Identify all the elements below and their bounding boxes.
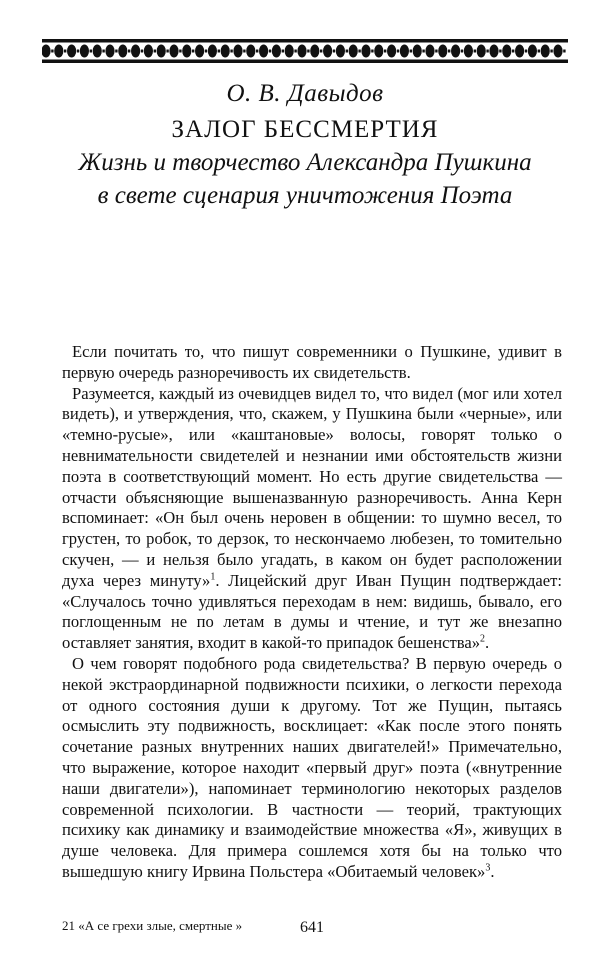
paragraph-2 bbox=[62, 384, 562, 654]
paragraph-3-text-part-2: . bbox=[490, 861, 495, 881]
page-footer bbox=[62, 912, 562, 940]
paragraph-3-text-part-1: О чем говорят подобного рода свидетельства? В первую очередь о некой экстраординарной подвижности психики, о легкости перехода от одного состояния души к другому. Тот же Пущин, пытаясь осмыслить эту подвижность, восклицает: «Как после этого понять сочетание разных внутренних наших двигателей!» Примечательно, что выражение, которое находит «первый друг» поэта («внутренние наши двигатели»), напоминает терминологию некоторых разделов современной психологии. В частности — теорий, трактующих психику как динамику и взаимодействие множества «Я», живущих в душе человека. Для примера сошлемся хотя бы на только что вышедшую книгу Ирвина Польстера «Обитаемый человек» bbox=[62, 653, 562, 881]
paragraph-3 bbox=[62, 654, 562, 883]
page-number: 641 bbox=[300, 919, 324, 936]
footnote-marker-1: 1 bbox=[210, 571, 216, 583]
signature-mark: 21 «А се грехи злые, смертные » bbox=[62, 918, 243, 933]
article-title: ЗАЛОГ БЕССМЕРТИЯ bbox=[171, 116, 439, 143]
author-name: О. В. Давыдов bbox=[226, 80, 384, 107]
paragraph-2-text-part-2: . Лицейский друг Иван Пущин подтверждает: «Случалось точно удивляться переходам в нем: видишь, бывало, его поглощенным не по летам в думы и чтение, и тут же внезапно оставляет занятия, входит в какой-то припадок бешенства» bbox=[62, 570, 562, 653]
article-subtitle-line-2: в свете сценария уничтожения Поэта bbox=[97, 182, 513, 209]
article-body bbox=[62, 342, 562, 883]
footnote-marker-3: 3 bbox=[485, 862, 491, 874]
article-header bbox=[40, 78, 570, 212]
ornament-icon bbox=[42, 39, 568, 63]
paragraph-1 bbox=[62, 342, 562, 384]
paragraph-2-text-part-3: . bbox=[485, 633, 490, 653]
decorative-ornament-border bbox=[42, 38, 568, 64]
paragraph-1-text: Если почитать то, что пишут современники о Пушкине, удивит в первую очередь разноречивость их свидетельств. bbox=[62, 342, 562, 382]
article-subtitle-line-1: Жизнь и творчество Александра Пушкина bbox=[78, 149, 532, 176]
footnote-marker-2: 2 bbox=[480, 633, 486, 645]
paragraph-2-text-part-1: Разумеется, каждый из очевидцев видел то, что видел (мог или хотел видеть), и утверждения, что, скажем, у Пушкина были «черные», или «темно-русые», или «каштановые» волосы, говорят только о невнимательности свидетелей и незнании ими обстоятельств жизни поэта в соответствующий момент. Но есть другие свидетельства — отчасти объясняющие вышеназванную разноречивость. Анна Керн вспоминает: «Он был очень неровен в общении: то шумно весел, то грустен, то робок, то дерзок, то нескончаемо любезен, то томительно скучен, — и нельзя было угадать, в каком он будет расположении духа через минуту» bbox=[62, 383, 562, 590]
